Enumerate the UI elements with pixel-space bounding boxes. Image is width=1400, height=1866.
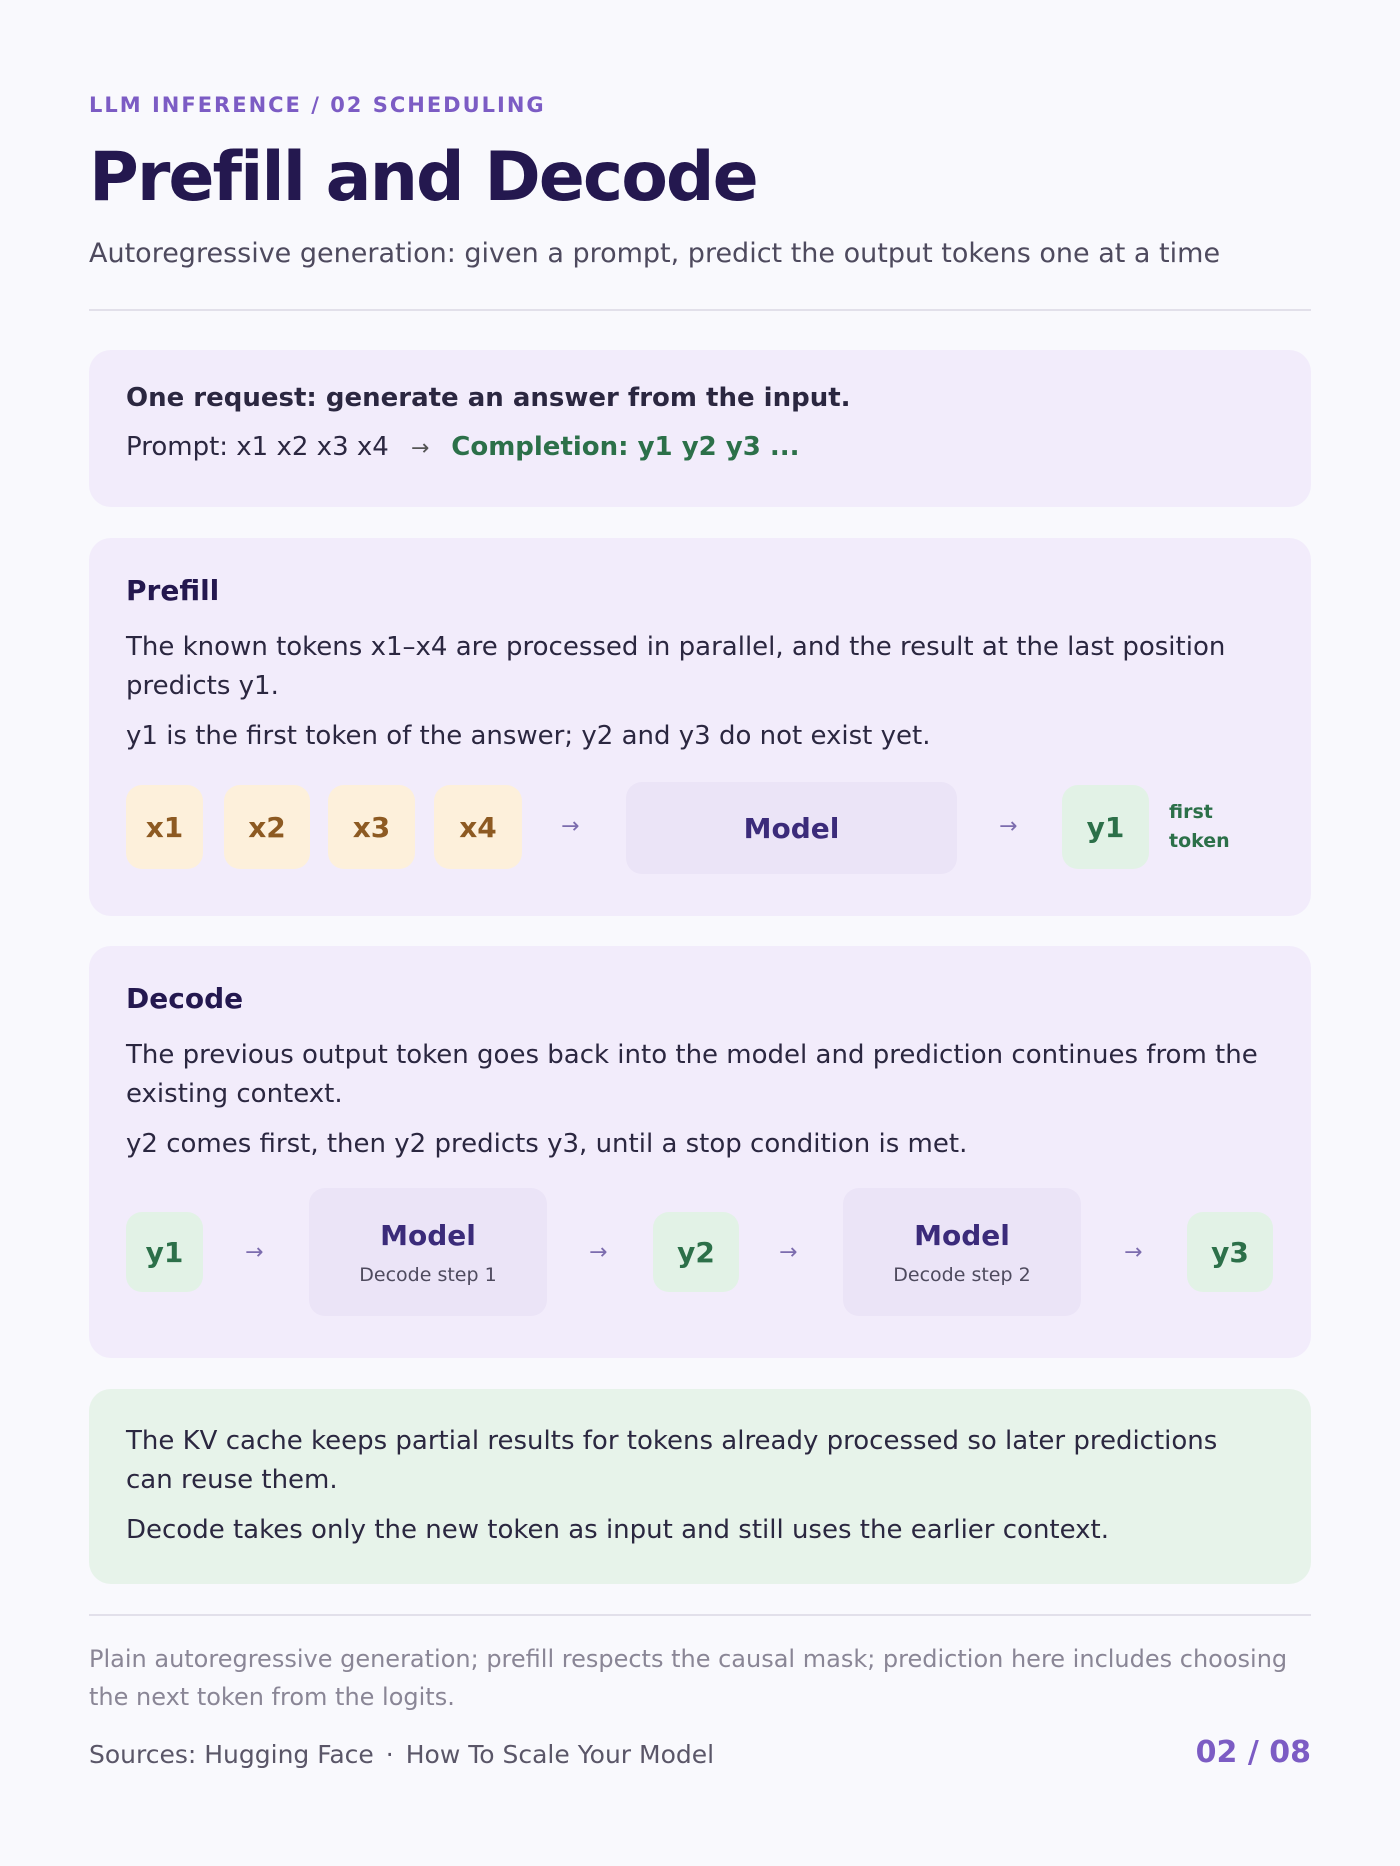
- token-chip-y3: y3: [1187, 1212, 1273, 1292]
- prefill-text-2: y1 is the first token of the answer; y2 and y3 do not exist yet.: [126, 721, 931, 751]
- kv-text-2: Decode takes only the new token as input and still uses the earlier context.: [126, 1515, 1109, 1545]
- model-label: Model: [914, 1218, 1010, 1252]
- sources: [89, 1740, 714, 1769]
- arrow-icon: →: [1124, 1240, 1143, 1265]
- separator: ·: [385, 1740, 394, 1769]
- prompt-tokens: Prompt: x1 x2 x3 x4: [126, 432, 389, 462]
- prefill-text-1: The known tokens x1–x4 are processed in parallel, and the result at the last position predicts y1.: [126, 632, 1226, 701]
- source-link-hugging-face[interactable]: Sources: Hugging Face: [89, 1740, 374, 1769]
- decode-step-2-box: [843, 1188, 1081, 1316]
- decode-text-2: y2 comes first, then y2 predicts y3, until a stop condition is met.: [126, 1129, 968, 1159]
- prefill-model-box: [626, 782, 957, 874]
- arrow-icon: →: [410, 436, 430, 461]
- completion-tokens: Completion: y1 y2 y3 ...: [451, 432, 800, 462]
- decode-step-label: Decode step 1: [359, 1263, 497, 1286]
- prompt-line: [126, 432, 800, 462]
- first-token-note: first token: [1169, 801, 1230, 852]
- request-heading: One request: generate an answer from the input.: [126, 383, 851, 413]
- decode-text-1: The previous output token goes back into the model and prediction continues from the existing context.: [126, 1040, 1258, 1109]
- token-chip-y1: y1: [126, 1212, 203, 1292]
- arrow-icon: →: [779, 1240, 798, 1265]
- page-subtitle: Autoregressive generation: given a prompt, predict the output tokens one at a time: [89, 238, 1221, 269]
- token-chip-x3: x3: [328, 785, 415, 869]
- header-divider: [89, 309, 1311, 311]
- token-chip-x2: x2: [224, 785, 310, 869]
- prefill-card: [89, 538, 1311, 916]
- model-label: Model: [743, 811, 840, 845]
- token-chip-x4: x4: [434, 785, 522, 869]
- arrow-icon: →: [999, 814, 1018, 839]
- token-chip-y2: y2: [653, 1212, 739, 1292]
- page-title: Prefill and Decode: [89, 138, 757, 217]
- decode-step-1-box: [309, 1188, 547, 1316]
- token-chip-y1: y1: [1062, 785, 1149, 869]
- prefill-heading: Prefill: [126, 574, 220, 607]
- model-label: Model: [380, 1218, 476, 1252]
- kv-cache-card: [89, 1389, 1311, 1584]
- footnote: Plain autoregressive generation; prefill respects the causal mask; prediction here includes choosing the next token from the logits.: [89, 1645, 1288, 1711]
- token-chip-x1: x1: [126, 785, 203, 869]
- source-link-scale-model[interactable]: How To Scale Your Model: [405, 1740, 715, 1769]
- arrow-icon: →: [561, 814, 580, 839]
- decode-card: [89, 946, 1311, 1358]
- request-card: [89, 350, 1311, 507]
- decode-heading: Decode: [126, 982, 244, 1015]
- breadcrumb: LLM INFERENCE / 02 SCHEDULING: [89, 93, 546, 117]
- arrow-icon: →: [589, 1240, 608, 1265]
- arrow-icon: →: [245, 1240, 264, 1265]
- footer-divider: [89, 1614, 1311, 1616]
- page-indicator: 02 / 08: [1195, 1735, 1311, 1770]
- decode-step-label: Decode step 2: [893, 1263, 1031, 1286]
- kv-text-1: The KV cache keeps partial results for tokens already processed so later predictions can reuse them.: [126, 1426, 1218, 1495]
